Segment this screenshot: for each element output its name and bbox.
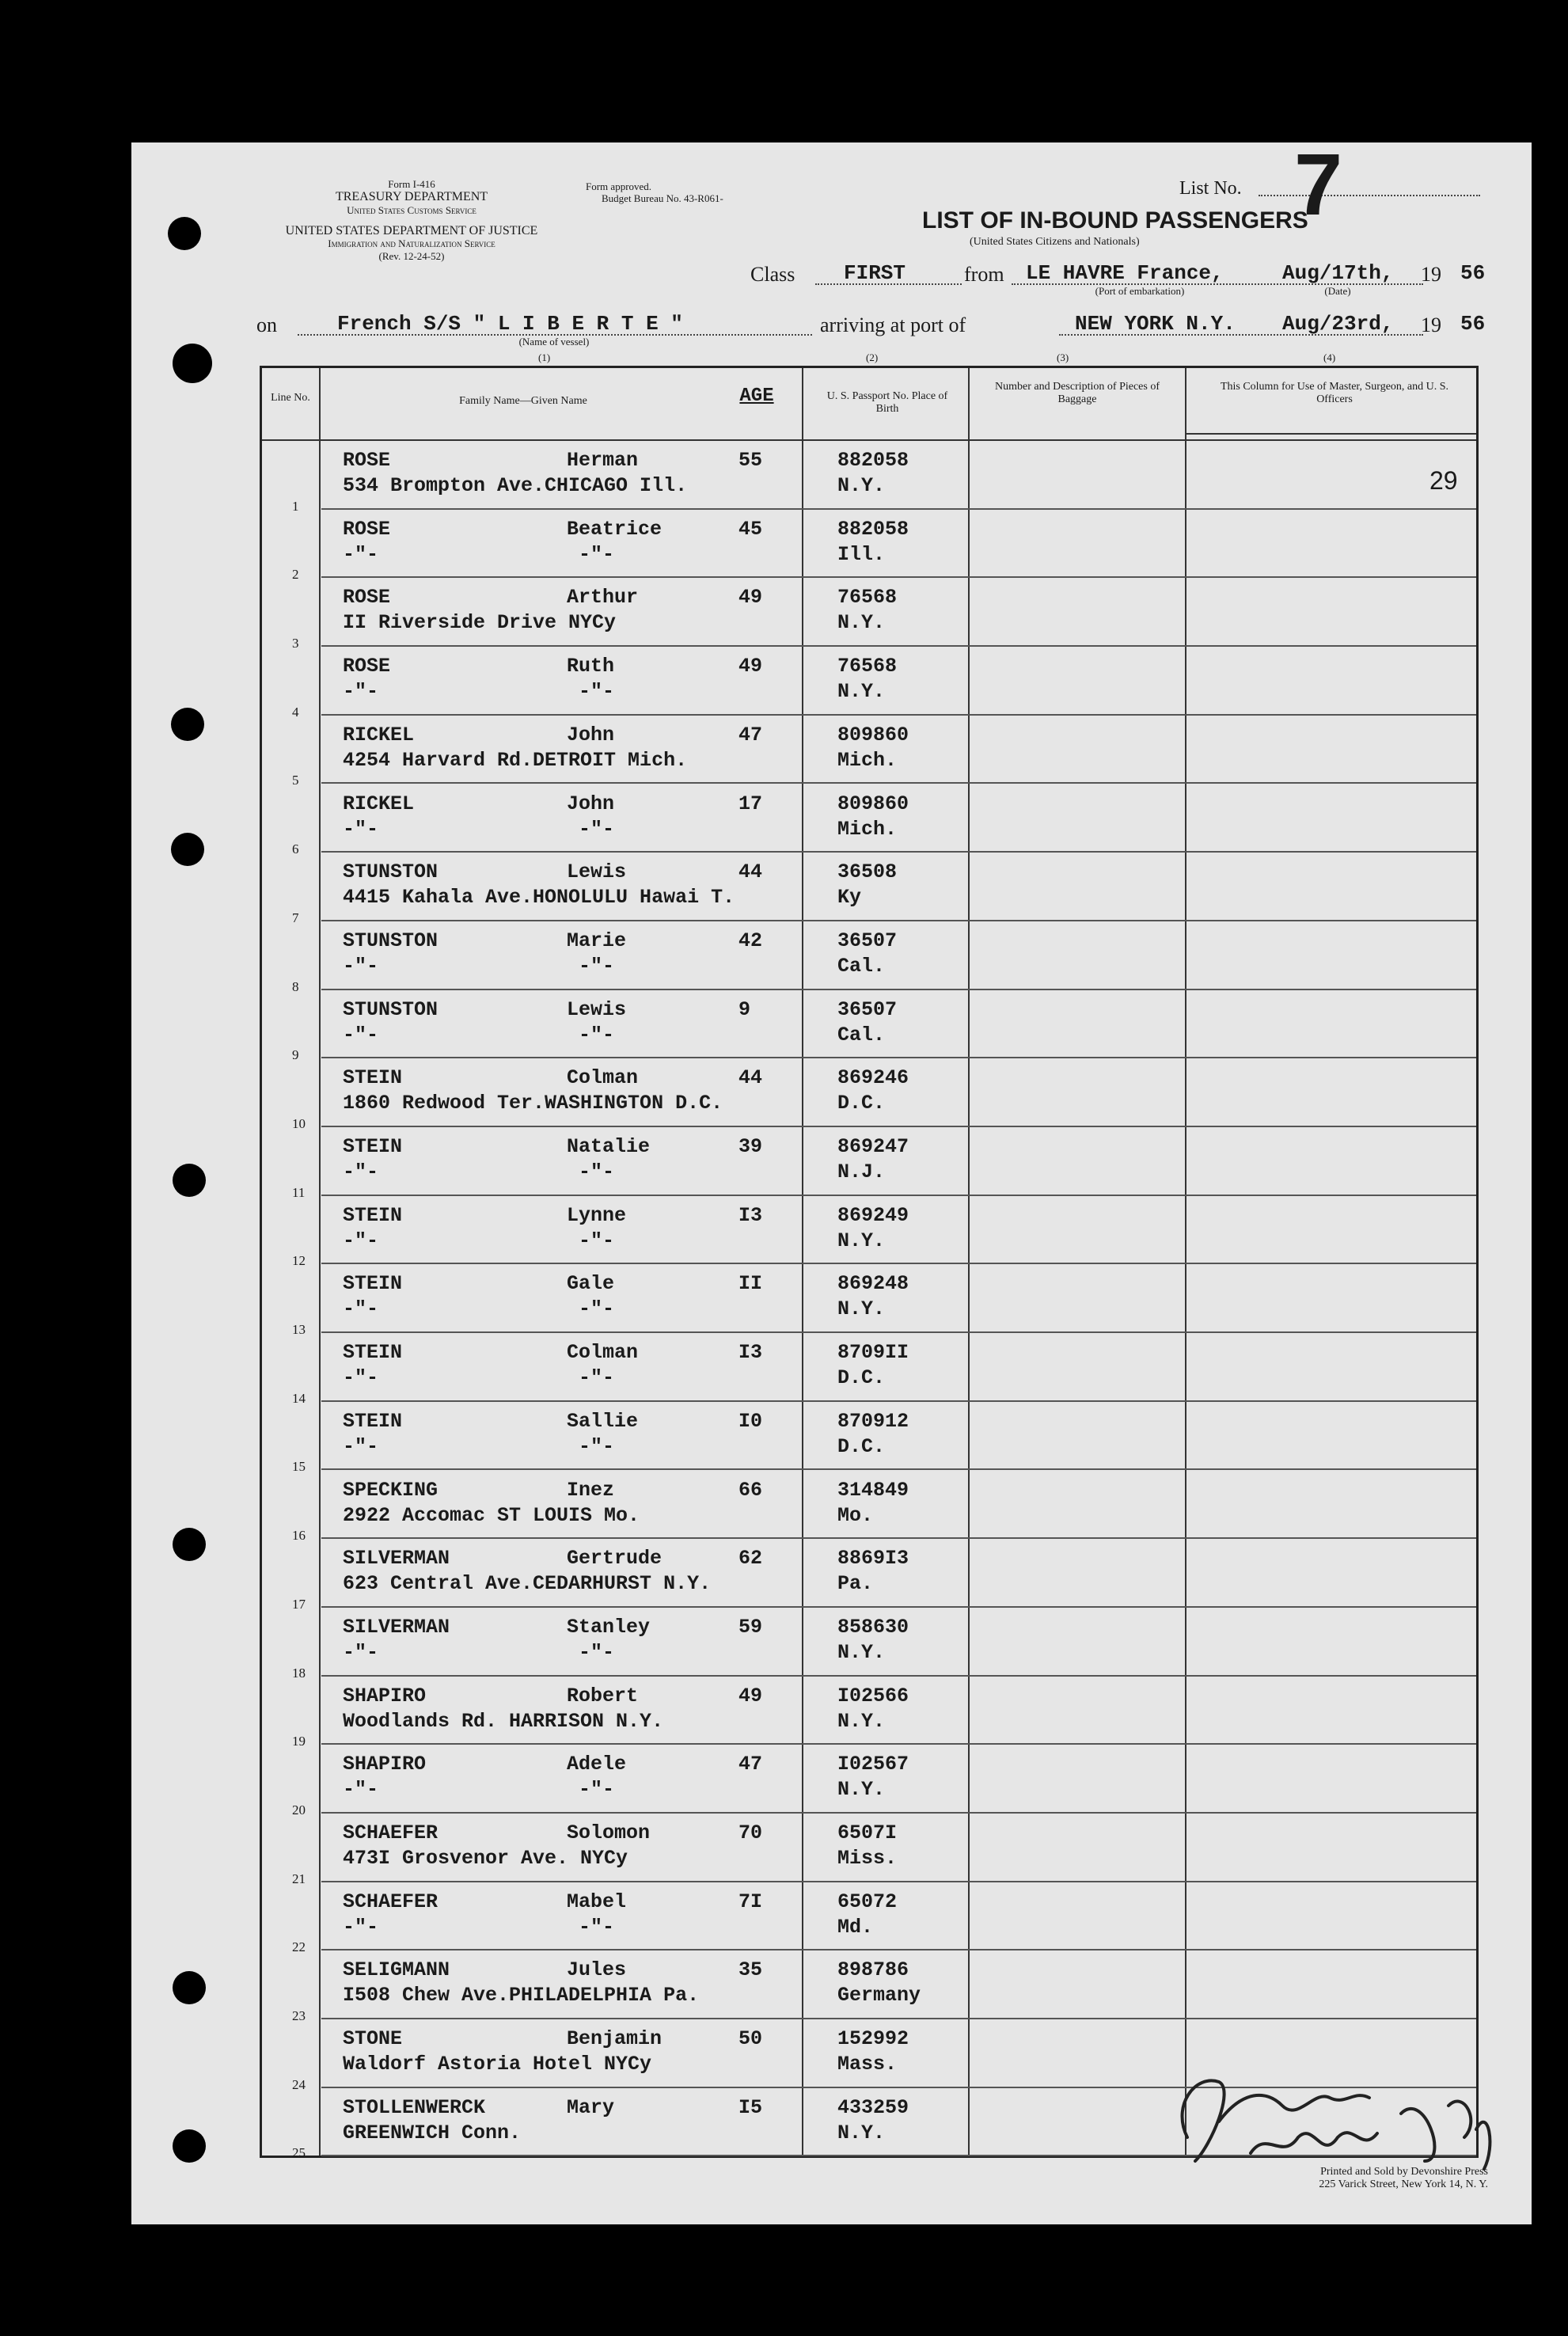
- on-label: on: [256, 313, 277, 336]
- place-of-birth: Cal.: [837, 954, 886, 978]
- given-name: Jules: [567, 1958, 627, 1982]
- family-name: STUNSTON: [343, 929, 439, 952]
- passport-no: I02567: [837, 1753, 909, 1776]
- table-row: [262, 921, 1476, 994]
- line-number: 16: [292, 1528, 306, 1544]
- family-name: ROSE: [343, 586, 391, 610]
- place-of-birth: N.Y.: [837, 474, 886, 497]
- place-of-birth: N.Y.: [837, 1229, 886, 1252]
- given-name: Lewis: [567, 860, 627, 884]
- line-number: 6: [292, 841, 299, 857]
- table-row: [262, 1196, 1476, 1269]
- line-number: 17: [292, 1596, 306, 1612]
- form-number: Form I-416: [388, 178, 435, 190]
- passport-no: 36508: [837, 860, 898, 884]
- age: I3: [738, 1203, 763, 1227]
- given-ditto: -"-: [579, 1366, 615, 1390]
- family-name: RICKEL: [343, 723, 415, 746]
- age: 49: [738, 655, 763, 678]
- passport-no: 809860: [837, 792, 909, 815]
- place-of-birth: N.Y.: [837, 1778, 886, 1802]
- punch-hole: [173, 344, 212, 383]
- page-subtitle: (United States Citizens and Nationals): [970, 236, 1140, 248]
- line-number: 7: [292, 910, 299, 925]
- family-name: SCHAEFER: [343, 1890, 439, 1913]
- age: II: [738, 1272, 763, 1296]
- officer-signature: [1164, 2042, 1512, 2185]
- passport-no: 6507I: [837, 1821, 898, 1844]
- punch-hole: [173, 1528, 206, 1561]
- family-name: STUNSTON: [343, 997, 439, 1021]
- col-marker-1: (1): [538, 351, 551, 363]
- age: 35: [738, 1958, 763, 1982]
- printer-address: 225 Varick Street, New York 14, N. Y.: [1319, 2178, 1488, 2190]
- given-name: Beatrice: [567, 517, 663, 541]
- age: 47: [738, 723, 763, 746]
- place-of-birth: Md.: [837, 1915, 874, 1939]
- header-name: Family Name—Given Name: [459, 395, 587, 407]
- printer-name: Printed and Sold by Devonshire Press: [1320, 2166, 1488, 2178]
- family-name: STEIN: [343, 1341, 403, 1365]
- address: 623 Central Ave.CEDARHURST N.Y.: [343, 1572, 712, 1596]
- table-row: [262, 1608, 1476, 1681]
- header-age: AGE: [739, 386, 774, 407]
- line-number: 21: [292, 1871, 306, 1886]
- given-ditto: -"-: [579, 680, 615, 704]
- passport-no: 8709II: [837, 1341, 909, 1365]
- address: -"-: [343, 1023, 379, 1046]
- family-name: SPECKING: [343, 1478, 439, 1502]
- address: -"-: [343, 1640, 379, 1664]
- place-of-birth: Mich.: [837, 748, 898, 772]
- table-row: [262, 1677, 1476, 1749]
- given-name: John: [567, 792, 615, 815]
- family-name: STONE: [343, 2027, 403, 2051]
- address: 1860 Redwood Ter.WASHINGTON D.C.: [343, 1092, 723, 1115]
- officer-note: 29: [1429, 466, 1458, 495]
- family-name: ROSE: [343, 655, 391, 678]
- arrival-date: Aug/23rd,: [1282, 312, 1394, 336]
- given-name: Stanley: [567, 1615, 651, 1639]
- passport-no: 314849: [837, 1478, 909, 1502]
- table-row: [262, 1539, 1476, 1612]
- passport-no: 36507: [837, 997, 898, 1021]
- given-ditto: -"-: [579, 1640, 615, 1664]
- punch-hole: [171, 708, 204, 741]
- given-ditto: -"-: [579, 1297, 615, 1321]
- header-baggage: Number and Description of Pieces of Baggage: [995, 381, 1160, 405]
- age: I5: [738, 2095, 763, 2119]
- list-no-line: [1259, 195, 1480, 196]
- given-name: Gale: [567, 1272, 615, 1296]
- line-number: 22: [292, 1939, 306, 1955]
- family-name: RICKEL: [343, 792, 415, 815]
- passport-no: 869246: [837, 1066, 909, 1090]
- col-marker-3: (3): [1057, 351, 1069, 363]
- punch-hole: [171, 833, 204, 866]
- line-number: 3: [292, 636, 299, 651]
- given-name: Lynne: [567, 1203, 627, 1227]
- age: 66: [738, 1478, 763, 1502]
- line-number: 25: [292, 2145, 306, 2161]
- given-name: Mary: [567, 2095, 615, 2119]
- age: 39: [738, 1135, 763, 1158]
- given-ditto: -"-: [579, 954, 615, 978]
- address: 4415 Kahala Ave.HONOLULU Hawai T.: [343, 886, 735, 910]
- class-label: Class: [750, 263, 795, 286]
- given-name: Solomon: [567, 1821, 651, 1844]
- given-name: Marie: [567, 929, 627, 952]
- age: 17: [738, 792, 763, 815]
- address: -"-: [343, 1366, 379, 1390]
- line-number: 24: [292, 2076, 306, 2092]
- passport-no: I02566: [837, 1684, 909, 1707]
- table-row: [262, 784, 1476, 857]
- address: Woodlands Rd. HARRISON N.Y.: [343, 1709, 664, 1733]
- passport-no: 869248: [837, 1272, 909, 1296]
- from-label: from: [964, 263, 1004, 286]
- year-prefix-2: 19: [1421, 313, 1441, 336]
- passport-no: 809860: [837, 723, 909, 746]
- age: 42: [738, 929, 763, 952]
- budget-bureau: Budget Bureau No. 43-R061-: [602, 192, 723, 204]
- place-of-birth: N.J.: [837, 1160, 886, 1183]
- page-title: LIST OF IN-BOUND PASSENGERS: [922, 207, 1308, 234]
- place-of-birth: D.C.: [837, 1092, 886, 1115]
- address: Waldorf Astoria Hotel NYCy: [343, 2053, 652, 2076]
- passenger-table: [260, 366, 1479, 2161]
- line-number: 13: [292, 1322, 306, 1338]
- address: -"-: [343, 680, 379, 704]
- header-line-no: Line No.: [271, 392, 310, 404]
- place-of-birth: N.Y.: [837, 1709, 886, 1733]
- place-of-birth: Mass.: [837, 2053, 898, 2076]
- revision: (Rev. 12-24-52): [378, 250, 445, 262]
- address: -"-: [343, 1778, 379, 1802]
- passport-no: 152992: [837, 2027, 909, 2051]
- family-name: SCHAEFER: [343, 1821, 439, 1844]
- table-row: [262, 1058, 1476, 1131]
- family-name: STEIN: [343, 1272, 403, 1296]
- passport-no: 870912: [837, 1409, 909, 1433]
- place-of-birth: D.C.: [837, 1366, 886, 1390]
- class-value: FIRST: [844, 261, 906, 285]
- family-name: STEIN: [343, 1203, 403, 1227]
- family-name: ROSE: [343, 449, 391, 472]
- age: 7I: [738, 1890, 763, 1913]
- vessel-caption: (Name of vessel): [518, 336, 590, 348]
- given-name: Inez: [567, 1478, 615, 1502]
- address: -"-: [343, 1160, 379, 1183]
- family-name: ROSE: [343, 517, 391, 541]
- given-name: Colman: [567, 1341, 639, 1365]
- line-number: 14: [292, 1390, 306, 1406]
- class-line: [815, 283, 962, 285]
- line-number: 23: [292, 2008, 306, 2024]
- address: II Riverside Drive NYCy: [343, 611, 617, 635]
- table-row: [262, 510, 1476, 583]
- address: -"-: [343, 1297, 379, 1321]
- age: 70: [738, 1821, 763, 1844]
- arriving-label: arriving at port of: [820, 313, 966, 336]
- place-of-birth: N.Y.: [837, 1297, 886, 1321]
- table-row: [262, 1471, 1476, 1544]
- header-officers: This Column for Use of Master, Surgeon, and U. S. Officers: [1220, 381, 1449, 405]
- passport-no: 858630: [837, 1615, 909, 1639]
- year-prefix-1: 19: [1421, 263, 1441, 286]
- address: I508 Chew Ave.PHILADELPHIA Pa.: [343, 1984, 700, 2007]
- age: 9: [738, 997, 751, 1021]
- address: -"-: [343, 1434, 379, 1458]
- address: -"-: [343, 1915, 379, 1939]
- place-of-birth: Mo.: [837, 1503, 874, 1527]
- place-of-birth: Pa.: [837, 1572, 874, 1596]
- address: 534 Brompton Ave.CHICAGO Ill.: [343, 474, 688, 497]
- family-name: SILVERMAN: [343, 1615, 450, 1639]
- date-caption: (Date): [1324, 285, 1351, 297]
- given-ditto: -"-: [579, 1229, 615, 1252]
- age: 62: [738, 1547, 763, 1571]
- family-name: STOLLENWERCK: [343, 2095, 486, 2119]
- list-no-label: List No.: [1179, 178, 1242, 199]
- given-name: Natalie: [567, 1135, 651, 1158]
- place-of-birth: N.Y.: [837, 2121, 886, 2144]
- given-name: Gertrude: [567, 1547, 663, 1571]
- table-row: [262, 1950, 1476, 2024]
- header-passport: U. S. Passport No. Place of Birth: [826, 390, 948, 415]
- line-number: 11: [292, 1184, 306, 1200]
- col-marker-4: (4): [1323, 351, 1336, 363]
- given-ditto: -"-: [579, 1915, 615, 1939]
- age: 49: [738, 586, 763, 610]
- place-of-birth: Ky: [837, 886, 862, 910]
- treasury-dept: TREASURY DEPARTMENT: [335, 190, 488, 203]
- address: 2922 Accomac ST LOUIS Mo.: [343, 1503, 640, 1527]
- punch-hole: [173, 1164, 206, 1197]
- passport-no: 882058: [837, 517, 909, 541]
- given-name: Herman: [567, 449, 639, 472]
- age: 45: [738, 517, 763, 541]
- passport-no: 882058: [837, 449, 909, 472]
- table-row: [262, 1333, 1476, 1406]
- table-row: [262, 1745, 1476, 1818]
- line-number: 4: [292, 704, 299, 720]
- passport-no: 433259: [837, 2095, 909, 2119]
- passport-no: 76568: [837, 655, 898, 678]
- place-of-birth: Mich.: [837, 817, 898, 841]
- given-ditto: -"-: [579, 1160, 615, 1183]
- departure-date: Aug/17th,: [1282, 261, 1394, 285]
- given-name: Arthur: [567, 586, 639, 610]
- given-ditto: -"-: [579, 1023, 615, 1046]
- form-approved: Form approved.: [586, 180, 652, 192]
- table-row: [262, 1264, 1476, 1338]
- table-row: [262, 441, 1476, 514]
- family-name: SILVERMAN: [343, 1547, 450, 1571]
- justice-dept: UNITED STATES DEPARTMENT OF JUSTICE: [285, 224, 538, 237]
- given-name: Benjamin: [567, 2027, 663, 2051]
- table-row: [262, 1882, 1476, 1955]
- address: GREENWICH Conn.: [343, 2121, 522, 2144]
- address: -"-: [343, 542, 379, 566]
- age: 55: [738, 449, 763, 472]
- place-of-birth: Germany: [837, 1984, 921, 2007]
- age: I3: [738, 1341, 763, 1365]
- passport-no: 8869I3: [837, 1547, 909, 1571]
- col-marker-2: (2): [866, 351, 879, 363]
- line-number: 19: [292, 1734, 306, 1749]
- table-row: [262, 647, 1476, 720]
- passport-no: 898786: [837, 1958, 909, 1982]
- age: 59: [738, 1615, 763, 1639]
- port-of-embarkation: LE HAVRE France,: [1026, 261, 1224, 285]
- place-of-birth: N.Y.: [837, 611, 886, 635]
- table-row: [262, 578, 1476, 651]
- given-name: Adele: [567, 1753, 627, 1776]
- age: I0: [738, 1409, 763, 1433]
- embark-caption: (Port of embarkation): [1095, 285, 1185, 297]
- punch-hole: [168, 217, 201, 250]
- given-name: Ruth: [567, 655, 615, 678]
- place-of-birth: D.C.: [837, 1434, 886, 1458]
- punch-hole: [173, 2129, 206, 2163]
- passport-no: 36507: [837, 929, 898, 952]
- address: -"-: [343, 1229, 379, 1252]
- year-2: 56: [1460, 312, 1486, 336]
- family-name: STEIN: [343, 1066, 403, 1090]
- given-name: Robert: [567, 1684, 639, 1707]
- address: 4254 Harvard Rd.DETROIT Mich.: [343, 748, 688, 772]
- passport-no: 869249: [837, 1203, 909, 1227]
- address: 473I Grosvenor Ave. NYCy: [343, 1847, 628, 1870]
- line-number: 20: [292, 1802, 306, 1818]
- place-of-birth: Miss.: [837, 1847, 898, 1870]
- given-ditto: -"-: [579, 542, 615, 566]
- age: 47: [738, 1753, 763, 1776]
- table-row: [262, 716, 1476, 788]
- place-of-birth: N.Y.: [837, 680, 886, 704]
- table-row: [262, 1127, 1476, 1200]
- family-name: STUNSTON: [343, 860, 439, 884]
- ins-service: Immigration and Naturalization Service: [328, 237, 495, 249]
- line-number: 15: [292, 1459, 306, 1475]
- table-row: [262, 1814, 1476, 1886]
- line-number: 18: [292, 1665, 306, 1681]
- age: 44: [738, 1066, 763, 1090]
- arrival-line: [1059, 334, 1423, 336]
- table-row: [262, 853, 1476, 925]
- given-name: Mabel: [567, 1890, 627, 1913]
- given-name: Colman: [567, 1066, 639, 1090]
- place-of-birth: N.Y.: [837, 1640, 886, 1664]
- line-number: 5: [292, 773, 299, 788]
- family-name: SHAPIRO: [343, 1684, 427, 1707]
- given-name: John: [567, 723, 615, 746]
- table-row: [262, 990, 1476, 1063]
- given-ditto: -"-: [579, 1434, 615, 1458]
- line-number: 2: [292, 567, 299, 583]
- line-number: 8: [292, 978, 299, 994]
- table-row: [262, 1402, 1476, 1475]
- age: 50: [738, 2027, 763, 2051]
- passport-no: 869247: [837, 1135, 909, 1158]
- punch-hole: [173, 1971, 206, 2004]
- given-name: Lewis: [567, 997, 627, 1021]
- place-of-birth: Cal.: [837, 1023, 886, 1046]
- line-number: 1: [292, 498, 299, 514]
- address: -"-: [343, 954, 379, 978]
- age: 44: [738, 860, 763, 884]
- line-number: 9: [292, 1047, 299, 1063]
- family-name: SHAPIRO: [343, 1753, 427, 1776]
- passport-no: 65072: [837, 1890, 898, 1913]
- vessel-name: French S/S " L I B E R T E ": [337, 312, 683, 336]
- given-ditto: -"-: [579, 817, 615, 841]
- age: 49: [738, 1684, 763, 1707]
- family-name: STEIN: [343, 1135, 403, 1158]
- line-number: 10: [292, 1115, 306, 1131]
- passport-no: 76568: [837, 586, 898, 610]
- customs-service: United States Customs Service: [347, 204, 476, 216]
- line-number: 12: [292, 1253, 306, 1269]
- given-name: Sallie: [567, 1409, 639, 1433]
- year-1: 56: [1460, 261, 1486, 285]
- address: -"-: [343, 817, 379, 841]
- family-name: STEIN: [343, 1409, 403, 1433]
- officer-subline: [1185, 433, 1476, 435]
- place-of-birth: Ill.: [837, 542, 886, 566]
- given-ditto: -"-: [579, 1778, 615, 1802]
- list-no-value: 7: [1294, 136, 1343, 234]
- family-name: SELIGMANN: [343, 1958, 450, 1982]
- port-of-arrival: NEW YORK N.Y.: [1075, 312, 1236, 336]
